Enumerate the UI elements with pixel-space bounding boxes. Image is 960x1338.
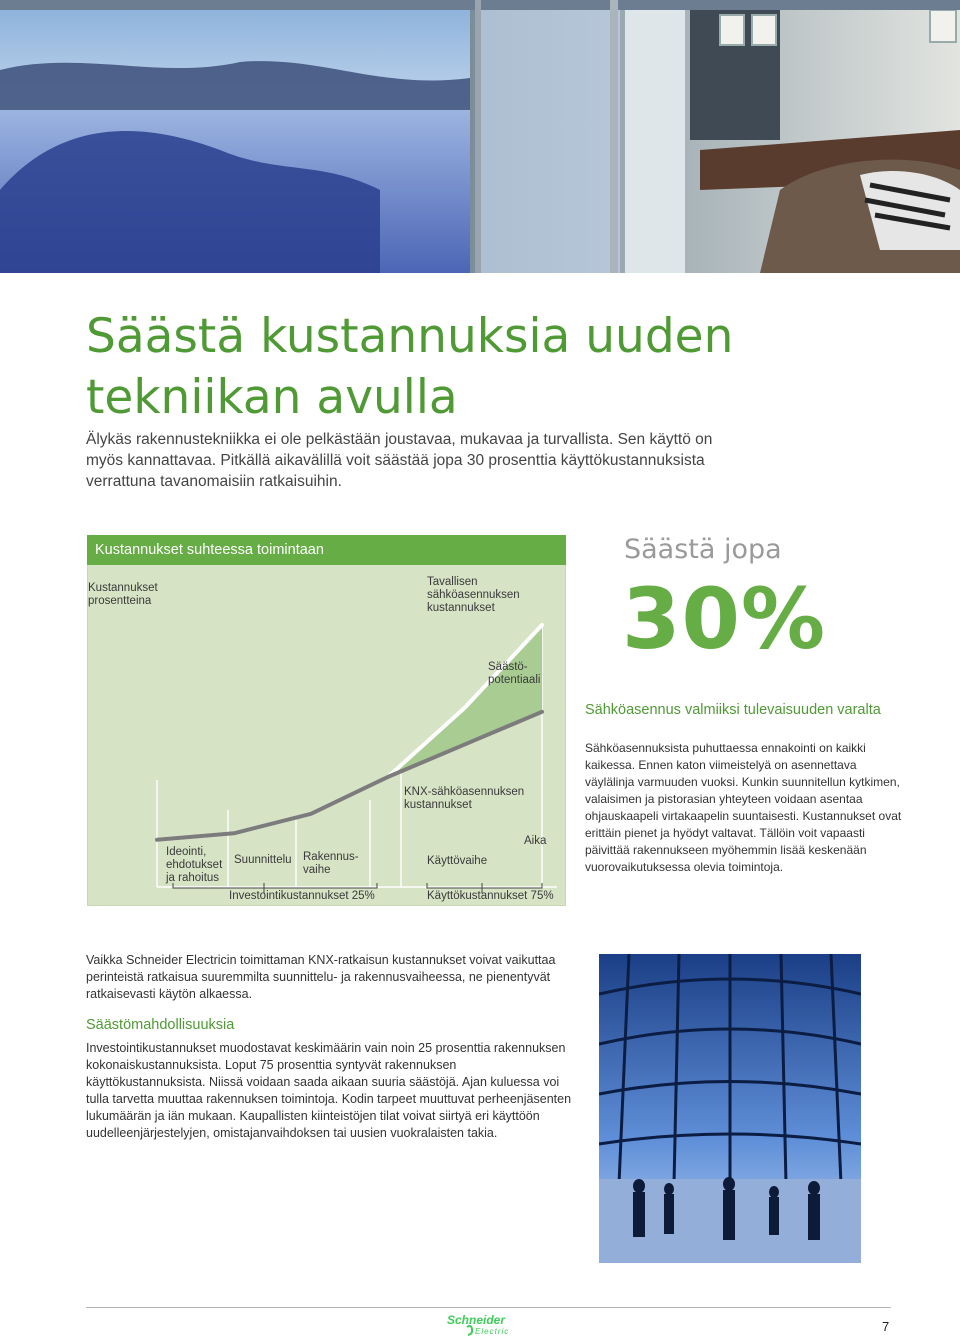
side-heading: Sähköasennus valmiiksi tulevaisuuden varalta [585,702,881,718]
label-traditional-line1: Tavallisen [427,576,478,588]
logo-text-schneider: Schneider [447,1313,506,1327]
label-knx-line2: kustannukset [404,799,472,811]
phase-suunnittelu: Suunnittelu [234,854,292,866]
phase-rakennus-line1: Rakennus- [303,851,359,863]
y-axis-label [88,582,158,608]
y-axis-label-line1: Kustannukset [88,582,158,594]
logo-text-electric: Electric [475,1327,510,1336]
label-savings-potential [488,661,540,687]
x-axis-label: Aika [524,835,547,847]
phase-rakennus-line2: vaihe [303,864,331,876]
savings-opportunities-heading: Säästömahdollisuuksia [86,1017,235,1033]
y-axis-label-line2: prosentteina [88,595,152,607]
savings-opportunities-body: Investointikustannukset muodostavat keskimäärin vain noin 25 prosenttia rakennuksen kokonaiskustannuksista. Loput 75 prosenttia syntyvät rakennuksen käyttökustannuksista. Niissä voidaan saada aikaan suuria säästöjä. Ajan kuluessa voi tulla tarvetta muuttaa rakennuksen toimintoja. Kodin tarpeet muuttuvat perheenjäsenten lukumäärän ja iän mukaan. Kaupallisten kiinteistöjen tilat voivat siirtyä eri käyttöön uudelleenjärjestelyjen, omistajanvaihdoksen tai uusien vuokralaisten takia. [86,1041,572,1140]
label-traditional-line2: sähköasennuksen [427,589,520,601]
phase-ideointi [166,846,222,885]
glass-dome-photo [599,954,861,1263]
label-knx-line1: KNX-sähköasennuksen [404,786,525,798]
save-up-to-text: Säästä jopa [624,534,782,565]
footer-divider [86,1307,891,1308]
chart-title: Kustannukset suhteessa toimintaan [95,542,324,558]
logo-mark-icon [467,1326,472,1335]
page-title [86,306,786,428]
investment-cost-label: Investointikustannukset 25% [229,890,375,902]
operation-cost-label: Käyttökustannukset 75% [427,890,554,902]
phase-rakennus [303,851,359,877]
phase-ideointi-line1: Ideointi, [166,846,207,858]
page-title-line2: tekniikan avulla [86,370,458,425]
label-savings-line1: Säästö- [488,661,528,673]
page-number: 7 [882,1319,890,1334]
label-savings-line2: potentiaali [488,674,541,686]
hero-photo [0,0,960,273]
label-knx [404,786,524,812]
lower-intro-paragraph: Vaikka Schneider Electricin toimittaman KNX-ratkaisun kustannukset voivat vaikuttaa perinteistä ratkaisua suuremmilta suunnittelu- ja rakennusvaiheessa, ne pienentyvät ratkaisevasti käytön alkaessa. [86,953,556,1001]
page-title-line1: Säästä kustannuksia uuden [86,309,734,364]
side-body-text: Sähköasennuksista puhuttaessa ennakointi on kaikki kaikessa. Ennen katon viimeistelyä on asennettava väylälinja varmuuden vuoksi. Kunkin suunnitellun kytkimen, valaisimen ja pistorasian yhteyteen voidaan asentaa ohjauskaapeli virtakaapelin suuntaisesti. Kustannukset ovat erittäin pienet ja hyödyt valtavat. Tällöin voit vapaasti päivittää rakennukseen myöhemmin lisää keskenään vuorovaikutuksessa olevia toimintoja. [585,741,902,874]
phase-kayttovaihe: Käyttövaihe [427,855,488,867]
savings-percentage: 30% [622,570,827,668]
schneider-electric-logo [447,1313,519,1337]
label-traditional-line3: kustannukset [427,602,495,614]
phase-ideointi-line3: ja rahoitus [166,872,220,884]
phase-ideointi-line2: ehdotukset [166,859,223,871]
label-traditional [427,576,520,615]
intro-paragraph: Älykäs rakennustekniikka ei ole pelkästään joustavaa, mukavaa ja turvallista. Sen käyttö on myös kannattavaa. Pitkällä aikavälillä voit säästää jopa 30 prosenttia käyttökustannuksista verrattuna tavanomaisiin ratkaisuihin. [86,431,713,490]
